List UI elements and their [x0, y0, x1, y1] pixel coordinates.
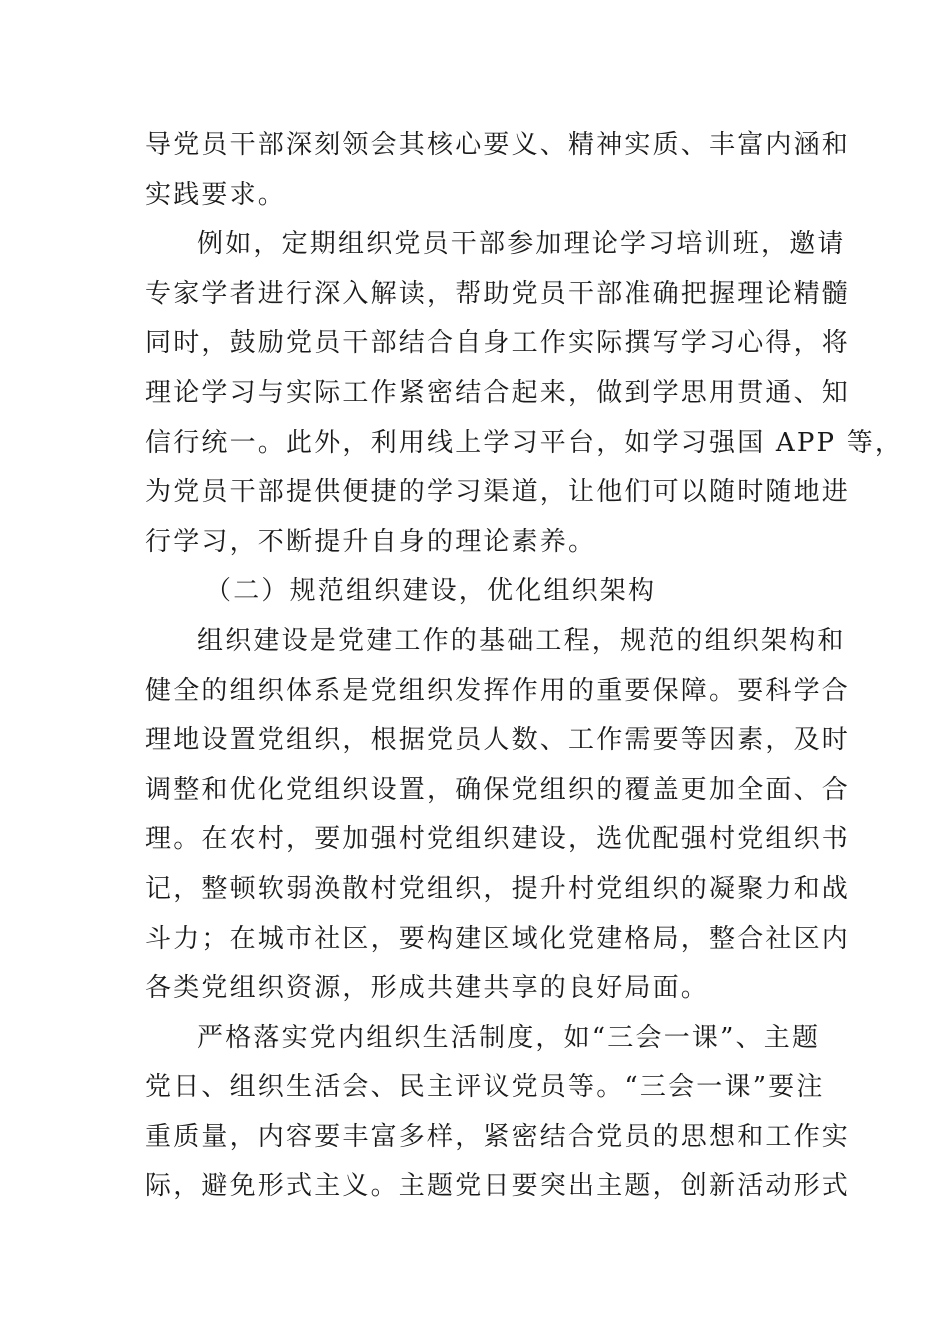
paragraph-line: 实践要求。 — [145, 179, 287, 210]
paragraph-line: 各类党组织资源，形成共建共享的良好局面。 — [145, 973, 710, 1004]
paragraph-line: 际，避免形式主义。主题党日要突出主题，创新活动形式 — [145, 1171, 851, 1202]
paragraph-line: 党日、组织生活会、民主评议党员等。“三会一课”要注 — [145, 1072, 825, 1103]
paragraph-line: 同时，鼓励党员干部结合自身工作实际撰写学习心得，将 — [145, 328, 851, 359]
paragraph-line: 记，整顿软弱涣散村党组织，提升村党组织的凝聚力和战 — [145, 873, 851, 904]
paragraph-line: 斗力；在城市社区，要构建区域化党建格局，整合社区内 — [145, 923, 851, 954]
paragraph-line: 调整和优化党组织设置，确保党组织的覆盖更加全面、合 — [145, 774, 851, 805]
paragraph-line: 行学习，不断提升自身的理论素养。 — [145, 526, 597, 557]
paragraph-line: 专家学者进行深入解读，帮助党员干部准确把握理论精髓 — [145, 278, 851, 309]
paragraph-line: 健全的组织体系是党组织发挥作用的重要保障。要科学合 — [145, 675, 851, 706]
paragraph-line: 例如，定期组织党员干部参加理论学习培训班，邀请 — [197, 229, 846, 260]
paragraph-line: 为党员干部提供便捷的学习渠道，让他们可以随时随地进 — [145, 477, 851, 508]
paragraph-line: 理地设置党组织，根据党员人数、工作需要等因素，及时 — [145, 725, 851, 756]
paragraph-line: 理。在农村，要加强村党组织建设，选优配强村党组织书 — [145, 824, 851, 855]
paragraph-line: 导党员干部深刻领会其核心要义、精神实质、丰富内涵和 — [145, 130, 851, 160]
paragraph-line: 严格落实党内组织生活制度，如“三会一课”、主题 — [197, 1022, 821, 1053]
paragraph-line: 理论学习与实际工作紧密结合起来，做到学思用贯通、知 — [145, 377, 851, 408]
document-body — [145, 121, 904, 1212]
section-heading: （二）规范组织建设，优化组织架构 — [205, 576, 657, 607]
paragraph-line: 组织建设是党建工作的基础工程，规范的组织架构和 — [197, 625, 846, 656]
paragraph-line: 重质量，内容要丰富多样，紧密结合党员的思想和工作实 — [145, 1121, 851, 1152]
paragraph-line: 信行统一。此外，利用线上学习平台，如学习强国 APP 等， — [145, 427, 904, 458]
